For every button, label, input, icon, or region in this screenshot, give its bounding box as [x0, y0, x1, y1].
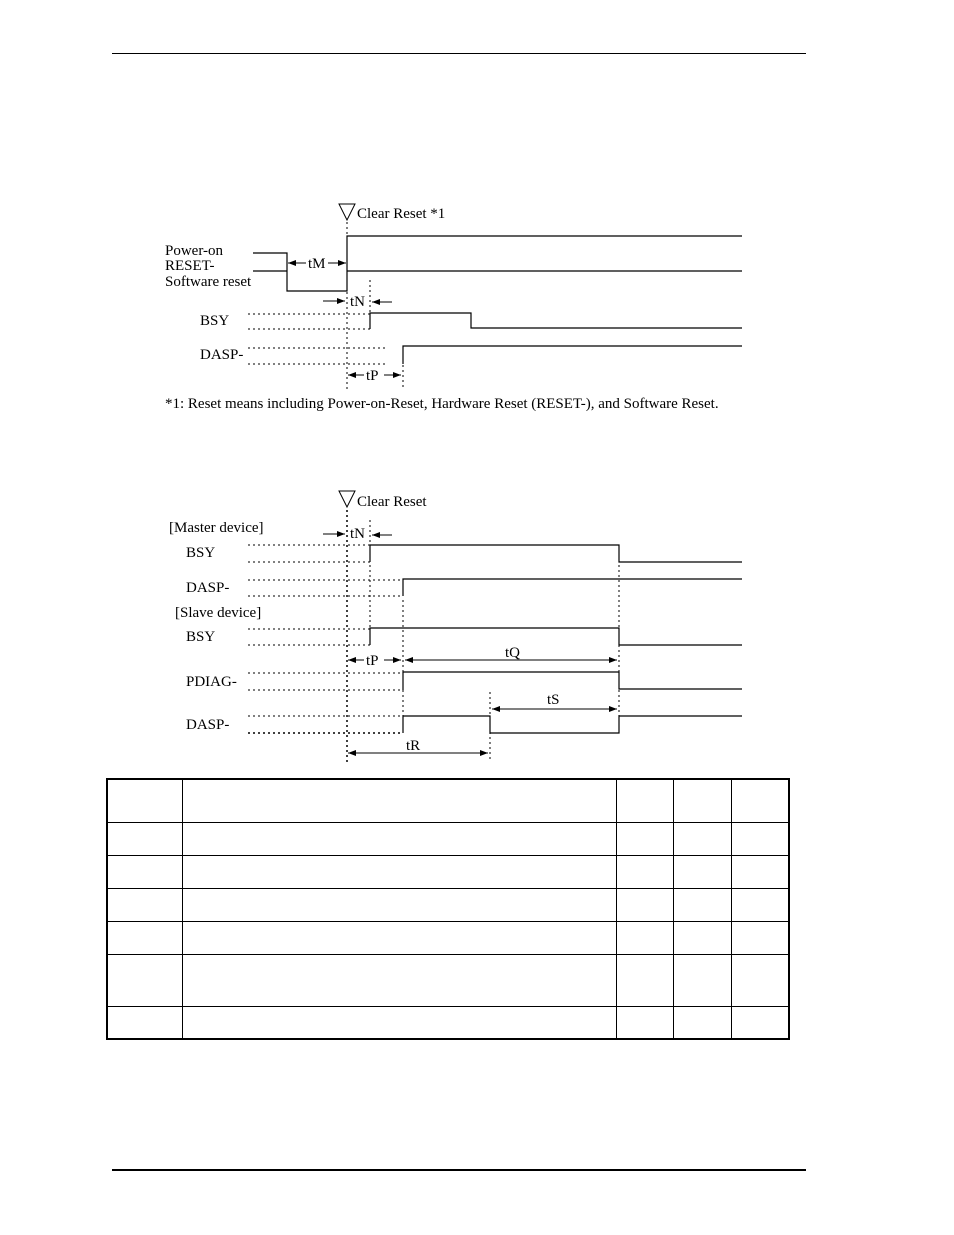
table-cell	[182, 921, 616, 954]
table-cell	[107, 855, 182, 888]
clear-reset-triangle-icon	[339, 204, 355, 220]
timing-label-tn: tN	[350, 526, 365, 542]
table-cell	[107, 954, 182, 1006]
pdiag-waveform	[403, 672, 742, 690]
table-cell	[182, 888, 616, 921]
slave-dasp-waveform	[403, 716, 742, 733]
table-cell	[182, 954, 616, 1006]
table-cell	[732, 1006, 789, 1039]
clear-reset-triangle-icon	[339, 491, 355, 507]
table-cell	[107, 822, 182, 855]
table-cell	[616, 855, 674, 888]
master-device-label: [Master device]	[169, 520, 264, 536]
footer-rule	[112, 1169, 806, 1171]
table-cell	[732, 779, 789, 822]
table-cell	[674, 888, 732, 921]
signal-label-slave-pdiag: PDIAG-	[186, 674, 237, 690]
table-cell	[182, 779, 616, 822]
signal-label-master-bsy: BSY	[186, 545, 216, 561]
table-cell	[674, 855, 732, 888]
table-row	[107, 1006, 789, 1039]
timing-parameters-table	[106, 778, 790, 1040]
timing-label-tm: tM	[308, 256, 326, 272]
clear-reset-label: Clear Reset	[357, 494, 427, 510]
signal-label-slave-dasp: DASP-	[186, 717, 230, 733]
table-cell	[182, 822, 616, 855]
table-cell	[107, 1006, 182, 1039]
table-cell	[674, 921, 732, 954]
signal-label-slave-bsy: BSY	[186, 629, 216, 645]
slave-bsy-waveform	[370, 628, 742, 645]
clear-reset-label: Clear Reset *1	[357, 206, 446, 222]
table-row	[107, 855, 789, 888]
table-cell	[616, 779, 674, 822]
reset-footnote: *1: Reset means including Power-on-Reset, Hardware Reset (RESET-), and Software Reset.	[165, 396, 719, 412]
table-cell	[732, 921, 789, 954]
table-row	[107, 888, 789, 921]
signal-label-master-dasp: DASP-	[186, 580, 230, 596]
table-cell	[107, 921, 182, 954]
signal-label-power-on: Power-on	[165, 243, 224, 259]
signal-label-bsy: BSY	[200, 313, 230, 329]
table-cell	[616, 954, 674, 1006]
timing-label-ts: tS	[547, 692, 560, 708]
table-row	[107, 822, 789, 855]
dasp-waveform	[403, 346, 742, 364]
timing-label-tp: tP	[366, 653, 379, 669]
table-cell	[732, 954, 789, 1006]
table-cell	[182, 1006, 616, 1039]
table-row	[107, 954, 789, 1006]
table-cell	[616, 1006, 674, 1039]
table-cell	[732, 888, 789, 921]
table-cell	[732, 855, 789, 888]
master-slave-timing-diagram	[169, 491, 742, 762]
master-bsy-waveform	[370, 545, 742, 562]
timing-label-tq: tQ	[505, 645, 520, 661]
timing-label-tp: tP	[366, 368, 379, 384]
bsy-waveform	[370, 313, 742, 329]
master-dasp-waveform	[403, 579, 742, 596]
slave-device-label: [Slave device]	[175, 605, 262, 621]
table-cell	[616, 888, 674, 921]
signal-label-software-reset: Software reset	[165, 274, 252, 290]
timing-label-tn: tN	[350, 294, 365, 310]
table-cell	[674, 1006, 732, 1039]
table-cell	[674, 954, 732, 1006]
reset-timing-diagram	[165, 204, 742, 412]
timing-label-tr: tR	[406, 738, 421, 754]
table-cell	[674, 822, 732, 855]
table-header-row	[107, 779, 789, 822]
table-row	[107, 921, 789, 954]
table-cell	[107, 779, 182, 822]
table-cell	[616, 822, 674, 855]
table-cell	[107, 888, 182, 921]
signal-label-reset: RESET-	[165, 258, 215, 274]
signal-label-dasp: DASP-	[200, 347, 244, 363]
table-cell	[182, 855, 616, 888]
table-cell	[616, 921, 674, 954]
table-cell	[674, 779, 732, 822]
table-cell	[732, 822, 789, 855]
